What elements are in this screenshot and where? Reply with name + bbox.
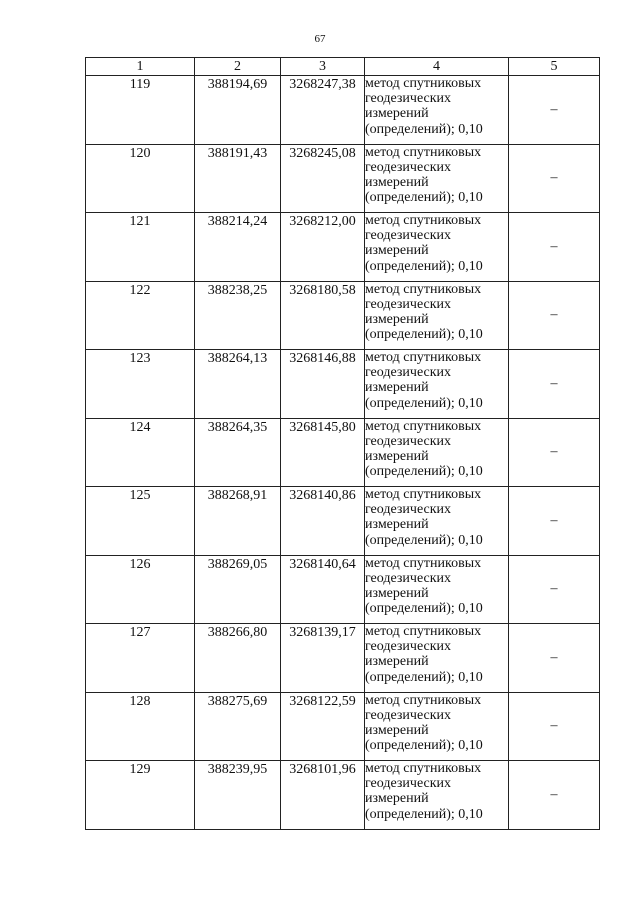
method-line: метод спутниковых (365, 487, 482, 502)
point-number-cell: 119 (86, 76, 195, 145)
method-line: измерений (365, 722, 429, 738)
dash-cell: – (509, 555, 600, 624)
x-coordinate-cell: 388264,35 (195, 418, 281, 487)
y-coordinate-cell: 3268101,96 (281, 761, 365, 830)
dash-cell: – (509, 692, 600, 761)
header-col-3: 3 (281, 58, 365, 76)
method-line: геодезических (365, 228, 452, 244)
y-coordinate-cell: 3268139,17 (281, 624, 365, 693)
point-number-cell: 120 (86, 144, 195, 213)
method-line: метод спутниковых (365, 350, 482, 365)
method-line: (определений); 0,10 (365, 532, 483, 548)
point-number-cell: 128 (86, 692, 195, 761)
method-line: (определений); 0,10 (365, 806, 483, 822)
method-line: геодезических (365, 707, 452, 723)
method-line: геодезических (365, 776, 452, 792)
method-line: метод спутниковых (365, 624, 482, 639)
x-coordinate-cell: 388238,25 (195, 281, 281, 350)
method-cell (365, 761, 509, 830)
y-coordinate-cell: 3268146,88 (281, 350, 365, 419)
point-number-cell: 123 (86, 350, 195, 419)
method-line: метод спутниковых (365, 76, 482, 91)
method-line: геодезических (365, 570, 452, 586)
method-cell (365, 692, 509, 761)
method-cell (365, 281, 509, 350)
dash-cell: – (509, 487, 600, 556)
method-line: геодезических (365, 365, 452, 381)
method-cell (365, 555, 509, 624)
y-coordinate-cell: 3268140,64 (281, 555, 365, 624)
method-line: (определений); 0,10 (365, 121, 483, 137)
dash-cell: – (509, 144, 600, 213)
method-line: геодезических (365, 296, 452, 312)
method-line: геодезических (365, 159, 452, 175)
method-line: метод спутниковых (365, 761, 482, 776)
method-cell (365, 350, 509, 419)
header-row (86, 58, 600, 76)
point-number-cell: 125 (86, 487, 195, 556)
method-line: измерений (365, 174, 429, 190)
y-coordinate-cell: 3268145,80 (281, 418, 365, 487)
table-header (86, 58, 600, 76)
method-line: измерений (365, 585, 429, 601)
x-coordinate-cell: 388264,13 (195, 350, 281, 419)
method-line: метод спутниковых (365, 144, 482, 160)
method-line: измерений (365, 517, 429, 533)
header-col-5: 5 (509, 58, 600, 76)
point-number-cell: 122 (86, 281, 195, 350)
y-coordinate-cell: 3268122,59 (281, 692, 365, 761)
dash-cell: – (509, 281, 600, 350)
method-line: измерений (365, 448, 429, 464)
point-number-cell: 127 (86, 624, 195, 693)
header-col-4: 4 (365, 58, 509, 76)
dash-cell: – (509, 418, 600, 487)
method-cell (365, 144, 509, 213)
point-number-cell: 129 (86, 761, 195, 830)
method-line: метод спутниковых (365, 692, 482, 708)
y-coordinate-cell: 3268180,58 (281, 281, 365, 350)
table-row (86, 487, 600, 556)
method-line: (определений); 0,10 (365, 327, 483, 343)
method-line: (определений); 0,10 (365, 190, 483, 206)
y-coordinate-cell: 3268212,00 (281, 213, 365, 282)
method-line: (определений); 0,10 (365, 738, 483, 754)
method-line: измерений (365, 243, 429, 259)
table-row (86, 281, 600, 350)
method-cell (365, 487, 509, 556)
table-row (86, 213, 600, 282)
x-coordinate-cell: 388268,91 (195, 487, 281, 556)
method-cell (365, 213, 509, 282)
dash-cell: – (509, 76, 600, 145)
point-number-cell: 126 (86, 555, 195, 624)
x-coordinate-cell: 388275,69 (195, 692, 281, 761)
method-line: метод спутниковых (365, 213, 482, 228)
table-row (86, 692, 600, 761)
method-cell (365, 624, 509, 693)
dash-cell: – (509, 624, 600, 693)
method-line: геодезических (365, 433, 452, 449)
dash-cell: – (509, 213, 600, 282)
coordinates-table (85, 57, 600, 830)
header-col-1: 1 (86, 58, 195, 76)
table-row (86, 418, 600, 487)
table-body (86, 76, 600, 830)
table-row (86, 761, 600, 830)
method-line: (определений); 0,10 (365, 464, 483, 480)
y-coordinate-cell: 3268140,86 (281, 487, 365, 556)
method-line: измерений (365, 380, 429, 396)
method-line: метод спутниковых (365, 555, 482, 571)
method-line: (определений); 0,10 (365, 258, 483, 274)
method-line: (определений); 0,10 (365, 601, 483, 617)
table-row (86, 555, 600, 624)
method-cell (365, 418, 509, 487)
method-line: измерений (365, 654, 429, 670)
point-number-cell: 124 (86, 418, 195, 487)
x-coordinate-cell: 388266,80 (195, 624, 281, 693)
dash-cell: – (509, 761, 600, 830)
method-line: геодезических (365, 639, 452, 655)
table-row (86, 144, 600, 213)
x-coordinate-cell: 388194,69 (195, 76, 281, 145)
method-line: измерений (365, 791, 429, 807)
method-line: метод спутниковых (365, 418, 482, 434)
x-coordinate-cell: 388191,43 (195, 144, 281, 213)
point-number-cell: 121 (86, 213, 195, 282)
method-line: (определений); 0,10 (365, 669, 483, 685)
method-cell (365, 76, 509, 145)
x-coordinate-cell: 388214,24 (195, 213, 281, 282)
dash-cell: – (509, 350, 600, 419)
y-coordinate-cell: 3268247,38 (281, 76, 365, 145)
table-row (86, 624, 600, 693)
method-line: измерений (365, 106, 429, 122)
method-line: метод спутниковых (365, 281, 482, 297)
header-col-2: 2 (195, 58, 281, 76)
y-coordinate-cell: 3268245,08 (281, 144, 365, 213)
table-row (86, 76, 600, 145)
method-line: измерений (365, 311, 429, 327)
page-number: 67 (314, 33, 326, 45)
method-line: (определений); 0,10 (365, 395, 483, 411)
method-line: геодезических (365, 502, 452, 518)
x-coordinate-cell: 388269,05 (195, 555, 281, 624)
x-coordinate-cell: 388239,95 (195, 761, 281, 830)
method-line: геодезических (365, 91, 452, 107)
table-row (86, 350, 600, 419)
